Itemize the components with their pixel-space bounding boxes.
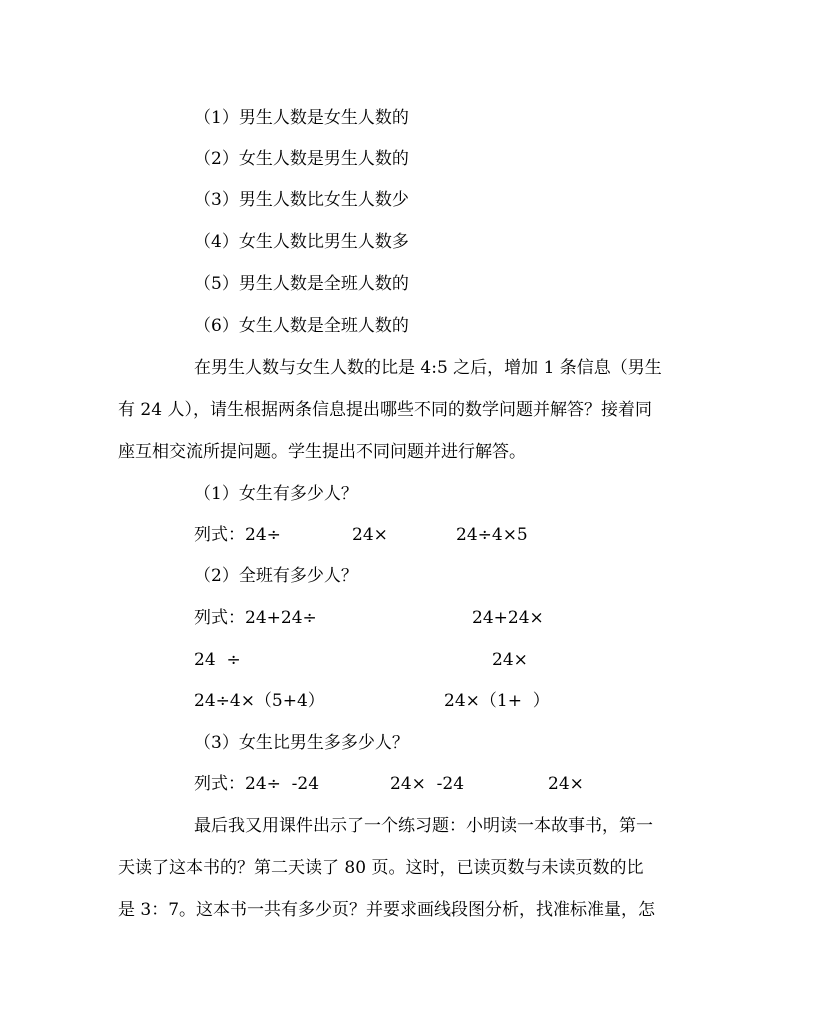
- paragraph2-line-2: 天读了这本书的？第二天读了 80 页。这时，已读页数与未读页数的比: [118, 858, 644, 878]
- paragraph1-line-2: 有 24 人），请生根据两条信息提出哪些不同的数学问题并解答？接着同: [118, 400, 652, 420]
- paragraph2-line-3: 是 3：7。这本书一共有多少页？并要求画线段图分析，找准标准量，怎: [118, 900, 656, 920]
- question-item-5: （5）男生人数是全班人数的: [194, 274, 409, 294]
- problem2-formula-2b: 24×: [492, 650, 528, 670]
- problem2-formula-3b: 24×（1+ ）: [444, 691, 550, 711]
- problem3-formula-1: 列式：24÷ -24: [194, 774, 320, 794]
- problem1-formula-2: 24×: [352, 525, 388, 545]
- question-item-3: （3）男生人数比女生人数少: [194, 190, 409, 210]
- problem2-title: （2）全班有多少人？: [194, 566, 358, 586]
- problem2-formula-row-1: [194, 607, 614, 629]
- problem2-formula-row-3: [194, 690, 614, 712]
- problem2-formula-1a: 列式：24+24÷: [194, 608, 317, 628]
- problem1-formula-3: 24÷4×5: [456, 525, 528, 545]
- question-item-1: （1）男生人数是女生人数的: [194, 108, 409, 128]
- question-item-4: （4）女生人数比男生人数多: [194, 232, 409, 252]
- paragraph1-line-3: 座互相交流所提问题。学生提出不同问题并进行解答。: [118, 442, 526, 462]
- paragraph1-line-1: 在男生人数与女生人数的比是 4:5 之后，增加 1 条信息（男生: [194, 358, 662, 378]
- question-item-6: （6）女生人数是全班人数的: [194, 316, 409, 336]
- problem2-formula-row-2: [194, 649, 614, 671]
- problem3-formula-2: 24× -24: [390, 774, 465, 794]
- question-item-2: （2）女生人数是男生人数的: [194, 149, 409, 169]
- problem3-title: （3）女生比男生多多少人？: [194, 733, 409, 753]
- problem3-formula-3: 24×: [548, 774, 584, 794]
- problem1-formula-row: [194, 524, 614, 546]
- problem1-formula-1: 列式：24÷: [194, 525, 281, 545]
- problem2-formula-3a: 24÷4×（5+4）: [194, 691, 325, 711]
- paragraph2-line-1: 最后我又用课件出示了一个练习题：小明读一本故事书，第一: [194, 816, 653, 836]
- problem2-formula-1b: 24+24×: [472, 608, 544, 628]
- problem3-formula-row: [194, 773, 614, 795]
- problem1-title: （1）女生有多少人？: [194, 484, 358, 504]
- problem2-formula-2a: 24 ÷: [194, 650, 241, 670]
